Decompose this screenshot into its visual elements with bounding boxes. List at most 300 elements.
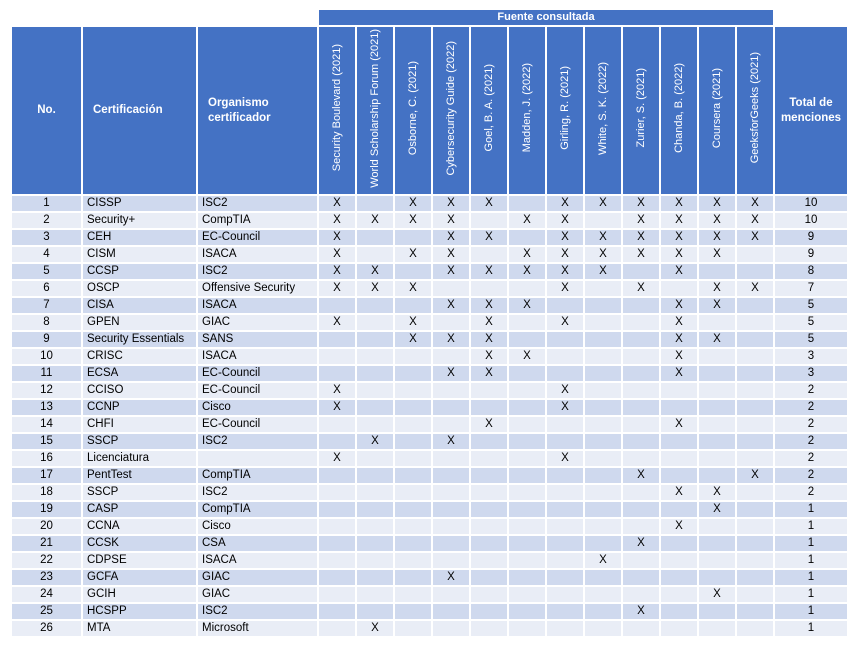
certifying-organism: ISACA <box>198 349 317 364</box>
certification-name: GCFA <box>83 570 196 585</box>
mention-mark: X <box>433 247 469 262</box>
mention-mark <box>319 502 355 517</box>
row-number: 12 <box>12 383 81 398</box>
mention-mark <box>737 536 773 551</box>
mention-mark <box>471 400 507 415</box>
header-source-11 <box>699 27 735 194</box>
certification-name: GPEN <box>83 315 196 330</box>
mention-mark <box>585 417 621 432</box>
mention-mark <box>509 553 545 568</box>
row-number: 7 <box>12 298 81 313</box>
certification-name: SSCP <box>83 485 196 500</box>
mention-mark: X <box>319 281 355 296</box>
certification-name: HCSPP <box>83 604 196 619</box>
row-number: 25 <box>12 604 81 619</box>
mention-mark <box>699 434 735 449</box>
mention-mark <box>737 332 773 347</box>
mention-mark <box>699 553 735 568</box>
mention-mark <box>471 247 507 262</box>
mention-mark <box>623 519 659 534</box>
mention-mark <box>433 417 469 432</box>
certification-name: Security Essentials <box>83 332 196 347</box>
mention-mark: X <box>661 196 697 211</box>
certifying-organism: EC-Council <box>198 366 317 381</box>
table-body <box>12 196 847 636</box>
mention-mark <box>433 519 469 534</box>
row-number: 15 <box>12 434 81 449</box>
mention-mark <box>547 434 583 449</box>
mention-mark: X <box>395 196 431 211</box>
mention-mark <box>319 434 355 449</box>
mention-mark <box>623 417 659 432</box>
mention-mark <box>319 349 355 364</box>
mention-mark <box>585 434 621 449</box>
mention-mark: X <box>623 213 659 228</box>
mention-mark <box>433 400 469 415</box>
mention-mark <box>699 519 735 534</box>
mention-mark <box>395 451 431 466</box>
mention-mark <box>509 281 545 296</box>
total-mentions: 1 <box>775 587 847 602</box>
total-mentions: 1 <box>775 570 847 585</box>
mention-mark <box>699 349 735 364</box>
mention-mark: X <box>319 315 355 330</box>
mention-mark <box>699 451 735 466</box>
mention-mark: X <box>509 349 545 364</box>
mention-mark: X <box>547 383 583 398</box>
row-number: 11 <box>12 366 81 381</box>
mention-mark: X <box>661 349 697 364</box>
total-mentions: 2 <box>775 451 847 466</box>
mention-mark: X <box>737 213 773 228</box>
mention-mark <box>585 604 621 619</box>
mention-mark <box>699 417 735 432</box>
mention-mark <box>699 400 735 415</box>
certifying-organism: CSA <box>198 536 317 551</box>
total-mentions: 2 <box>775 400 847 415</box>
header-source-9 <box>623 27 659 194</box>
mention-mark <box>737 417 773 432</box>
total-mentions: 5 <box>775 332 847 347</box>
certification-name: SSCP <box>83 434 196 449</box>
header-blank-1 <box>12 10 81 25</box>
mention-mark: X <box>357 621 393 636</box>
mention-mark <box>509 315 545 330</box>
table-row <box>12 281 847 296</box>
total-mentions: 3 <box>775 366 847 381</box>
header-source-label: Girling, R. (2021) <box>558 66 571 150</box>
mention-mark <box>699 264 735 279</box>
mention-mark: X <box>585 247 621 262</box>
header-source-8 <box>585 27 621 194</box>
total-mentions: 2 <box>775 434 847 449</box>
mention-mark <box>395 383 431 398</box>
mention-mark: X <box>433 332 469 347</box>
mention-mark <box>661 536 697 551</box>
mention-mark: X <box>433 366 469 381</box>
mention-mark: X <box>395 332 431 347</box>
certifying-organism: SANS <box>198 332 317 347</box>
mention-mark <box>737 264 773 279</box>
header-organism: Organismo certificador <box>198 27 317 194</box>
mention-mark: X <box>471 366 507 381</box>
mention-mark <box>585 621 621 636</box>
mention-mark <box>357 536 393 551</box>
header-blank-3 <box>198 10 317 25</box>
mention-mark <box>357 196 393 211</box>
mention-mark <box>357 230 393 245</box>
mention-mark <box>509 604 545 619</box>
mention-mark: X <box>357 434 393 449</box>
mention-mark: X <box>319 451 355 466</box>
row-number: 19 <box>12 502 81 517</box>
certifying-organism: CompTIA <box>198 502 317 517</box>
mention-mark <box>395 349 431 364</box>
mention-mark <box>547 417 583 432</box>
row-number: 13 <box>12 400 81 415</box>
mention-mark <box>547 332 583 347</box>
mention-mark <box>623 485 659 500</box>
mention-mark <box>509 230 545 245</box>
header-blank-2 <box>83 10 196 25</box>
mention-mark <box>661 621 697 636</box>
mention-mark: X <box>547 196 583 211</box>
mention-mark <box>319 485 355 500</box>
certifying-organism: CompTIA <box>198 468 317 483</box>
mention-mark <box>433 621 469 636</box>
table-row <box>12 570 847 585</box>
mention-mark: X <box>471 230 507 245</box>
certifying-organism: Microsoft <box>198 621 317 636</box>
mention-mark: X <box>737 196 773 211</box>
certification-name: CASP <box>83 502 196 517</box>
certifying-organism: ISACA <box>198 298 317 313</box>
mention-mark <box>319 553 355 568</box>
mention-mark <box>433 451 469 466</box>
mention-mark <box>471 604 507 619</box>
mention-mark: X <box>737 230 773 245</box>
mention-mark <box>395 502 431 517</box>
mention-mark: X <box>661 519 697 534</box>
header-source-label: Goel, B. A. (2021) <box>482 64 495 152</box>
mention-mark: X <box>699 485 735 500</box>
row-number: 21 <box>12 536 81 551</box>
table-row <box>12 196 847 211</box>
certification-name: CISA <box>83 298 196 313</box>
mention-mark <box>547 553 583 568</box>
mention-mark: X <box>319 400 355 415</box>
mention-mark <box>319 536 355 551</box>
mention-mark <box>471 502 507 517</box>
mention-mark <box>585 570 621 585</box>
mention-mark: X <box>319 230 355 245</box>
row-number: 6 <box>12 281 81 296</box>
row-number: 24 <box>12 587 81 602</box>
mention-mark <box>661 604 697 619</box>
header-source-6 <box>509 27 545 194</box>
certifying-organism: EC-Council <box>198 230 317 245</box>
mention-mark <box>585 485 621 500</box>
certifying-organism: ISC2 <box>198 485 317 500</box>
mention-mark <box>509 451 545 466</box>
mention-mark <box>547 621 583 636</box>
mention-mark <box>737 434 773 449</box>
total-mentions: 2 <box>775 468 847 483</box>
row-number: 3 <box>12 230 81 245</box>
row-number: 17 <box>12 468 81 483</box>
mention-mark: X <box>623 230 659 245</box>
certifying-organism: Offensive Security <box>198 281 317 296</box>
mention-mark <box>357 570 393 585</box>
mention-mark: X <box>547 247 583 262</box>
mention-mark <box>357 383 393 398</box>
mention-mark: X <box>547 281 583 296</box>
certifying-organism: GIAC <box>198 587 317 602</box>
mention-mark: X <box>319 196 355 211</box>
mention-mark <box>471 536 507 551</box>
mention-mark <box>395 604 431 619</box>
mention-mark <box>585 281 621 296</box>
certification-name: CEH <box>83 230 196 245</box>
mention-mark <box>699 621 735 636</box>
mention-mark <box>661 434 697 449</box>
table-row <box>12 451 847 466</box>
total-mentions: 3 <box>775 349 847 364</box>
mention-mark <box>623 349 659 364</box>
table-row <box>12 213 847 228</box>
mention-mark <box>623 434 659 449</box>
total-mentions: 10 <box>775 213 847 228</box>
mention-mark: X <box>661 213 697 228</box>
mention-mark <box>737 349 773 364</box>
mention-mark <box>737 366 773 381</box>
mention-mark <box>471 621 507 636</box>
mention-mark <box>547 587 583 602</box>
mention-mark <box>699 315 735 330</box>
certification-name: PentTest <box>83 468 196 483</box>
mention-mark <box>737 553 773 568</box>
mention-mark <box>585 519 621 534</box>
header-source-label: Cybersecurity Guide (2022) <box>444 40 457 176</box>
mention-mark <box>547 536 583 551</box>
mention-mark: X <box>357 213 393 228</box>
mention-mark <box>357 502 393 517</box>
mention-mark: X <box>623 281 659 296</box>
table-container <box>10 8 858 638</box>
mention-mark <box>623 621 659 636</box>
certifying-organism <box>198 451 317 466</box>
certifying-organism: CompTIA <box>198 213 317 228</box>
total-mentions: 1 <box>775 536 847 551</box>
mention-mark: X <box>547 315 583 330</box>
mention-mark <box>395 570 431 585</box>
mention-mark <box>547 485 583 500</box>
header-certification: Certificación <box>83 27 196 194</box>
mention-mark: X <box>699 213 735 228</box>
mention-mark: X <box>471 332 507 347</box>
mention-mark <box>471 553 507 568</box>
mention-mark <box>547 298 583 313</box>
mention-mark: X <box>395 213 431 228</box>
mention-mark <box>661 570 697 585</box>
mention-mark: X <box>471 264 507 279</box>
table-row <box>12 621 847 636</box>
mention-mark: X <box>509 264 545 279</box>
mention-mark <box>433 604 469 619</box>
mention-mark: X <box>623 196 659 211</box>
mention-mark <box>357 298 393 313</box>
table-row <box>12 366 847 381</box>
mention-mark <box>623 587 659 602</box>
table-row <box>12 264 847 279</box>
mention-mark <box>585 502 621 517</box>
mention-mark <box>509 587 545 602</box>
certifying-organism: Cisco <box>198 400 317 415</box>
table-row <box>12 536 847 551</box>
total-mentions: 2 <box>775 417 847 432</box>
mention-mark <box>433 383 469 398</box>
mention-mark: X <box>319 264 355 279</box>
header-source-label: Zurier, S. (2021) <box>634 68 647 148</box>
mention-mark: X <box>661 366 697 381</box>
mention-mark <box>395 485 431 500</box>
mention-mark: X <box>395 247 431 262</box>
mention-mark <box>471 570 507 585</box>
header-blank-4 <box>775 10 847 25</box>
certification-name: CHFI <box>83 417 196 432</box>
certifying-organism: EC-Council <box>198 383 317 398</box>
mention-mark <box>319 604 355 619</box>
mention-mark <box>357 349 393 364</box>
mention-mark <box>433 485 469 500</box>
mention-mark: X <box>585 196 621 211</box>
mention-mark <box>357 468 393 483</box>
total-mentions: 9 <box>775 230 847 245</box>
mention-mark <box>623 264 659 279</box>
table-row <box>12 519 847 534</box>
mention-mark: X <box>471 298 507 313</box>
mention-mark: X <box>699 196 735 211</box>
table-row <box>12 417 847 432</box>
mention-mark <box>471 468 507 483</box>
mention-mark: X <box>661 230 697 245</box>
mention-mark <box>471 587 507 602</box>
mention-mark <box>357 332 393 347</box>
total-mentions: 5 <box>775 298 847 313</box>
mention-mark <box>395 621 431 636</box>
mention-mark: X <box>433 264 469 279</box>
mention-mark <box>661 468 697 483</box>
mention-mark <box>623 570 659 585</box>
mention-mark: X <box>547 230 583 245</box>
mention-mark: X <box>433 213 469 228</box>
mention-mark <box>737 298 773 313</box>
table-row <box>12 247 847 262</box>
total-mentions: 2 <box>775 485 847 500</box>
mention-mark: X <box>433 298 469 313</box>
mention-mark <box>319 366 355 381</box>
certification-name: CDPSE <box>83 553 196 568</box>
mention-mark <box>395 468 431 483</box>
header-source-label: GeeksforGeeks (2021) <box>748 52 761 164</box>
mention-mark: X <box>395 281 431 296</box>
mention-mark <box>433 502 469 517</box>
header-source-label: Security Boulevard (2021) <box>330 44 343 172</box>
mention-mark <box>737 247 773 262</box>
table-row <box>12 485 847 500</box>
mention-mark: X <box>357 281 393 296</box>
mention-mark: X <box>623 468 659 483</box>
mention-mark <box>547 519 583 534</box>
total-mentions: 1 <box>775 621 847 636</box>
mention-mark: X <box>433 230 469 245</box>
mention-mark <box>547 502 583 517</box>
total-mentions: 2 <box>775 383 847 398</box>
table-row <box>12 383 847 398</box>
mention-mark: X <box>699 587 735 602</box>
mention-mark <box>357 400 393 415</box>
header-source-label: World Scholarship Forum (2021) <box>368 28 381 188</box>
header-total: Total de menciones <box>775 27 847 194</box>
mention-mark <box>699 383 735 398</box>
certifying-organism: EC-Council <box>198 417 317 432</box>
mention-mark <box>585 383 621 398</box>
mention-mark: X <box>357 264 393 279</box>
certification-name: OSCP <box>83 281 196 296</box>
mention-mark <box>395 298 431 313</box>
mention-mark: X <box>661 247 697 262</box>
certifying-organism: ISACA <box>198 247 317 262</box>
mention-mark <box>433 315 469 330</box>
mention-mark <box>395 400 431 415</box>
mention-mark <box>319 468 355 483</box>
certification-name: ECSA <box>83 366 196 381</box>
total-mentions: 1 <box>775 553 847 568</box>
mention-mark: X <box>547 451 583 466</box>
mention-mark: X <box>661 485 697 500</box>
mention-mark <box>509 485 545 500</box>
mention-mark <box>395 264 431 279</box>
mention-mark <box>585 315 621 330</box>
mention-mark <box>547 468 583 483</box>
mention-mark <box>623 383 659 398</box>
header-source-5 <box>471 27 507 194</box>
header-source-3 <box>395 27 431 194</box>
mention-mark: X <box>509 298 545 313</box>
mention-mark: X <box>623 247 659 262</box>
total-mentions: 7 <box>775 281 847 296</box>
row-number: 2 <box>12 213 81 228</box>
mention-mark: X <box>661 264 697 279</box>
mention-mark <box>357 366 393 381</box>
row-number: 1 <box>12 196 81 211</box>
certification-name: MTA <box>83 621 196 636</box>
mention-mark <box>737 400 773 415</box>
row-number: 23 <box>12 570 81 585</box>
total-mentions: 9 <box>775 247 847 262</box>
certifying-organism: ISACA <box>198 553 317 568</box>
header-source-1 <box>319 27 355 194</box>
certification-name: CRISC <box>83 349 196 364</box>
table-row <box>12 587 847 602</box>
mention-mark <box>471 451 507 466</box>
total-mentions: 10 <box>775 196 847 211</box>
mention-mark <box>395 366 431 381</box>
certification-name: CCNA <box>83 519 196 534</box>
certification-name: Licenciatura <box>83 451 196 466</box>
mention-mark <box>509 366 545 381</box>
mention-mark <box>547 366 583 381</box>
